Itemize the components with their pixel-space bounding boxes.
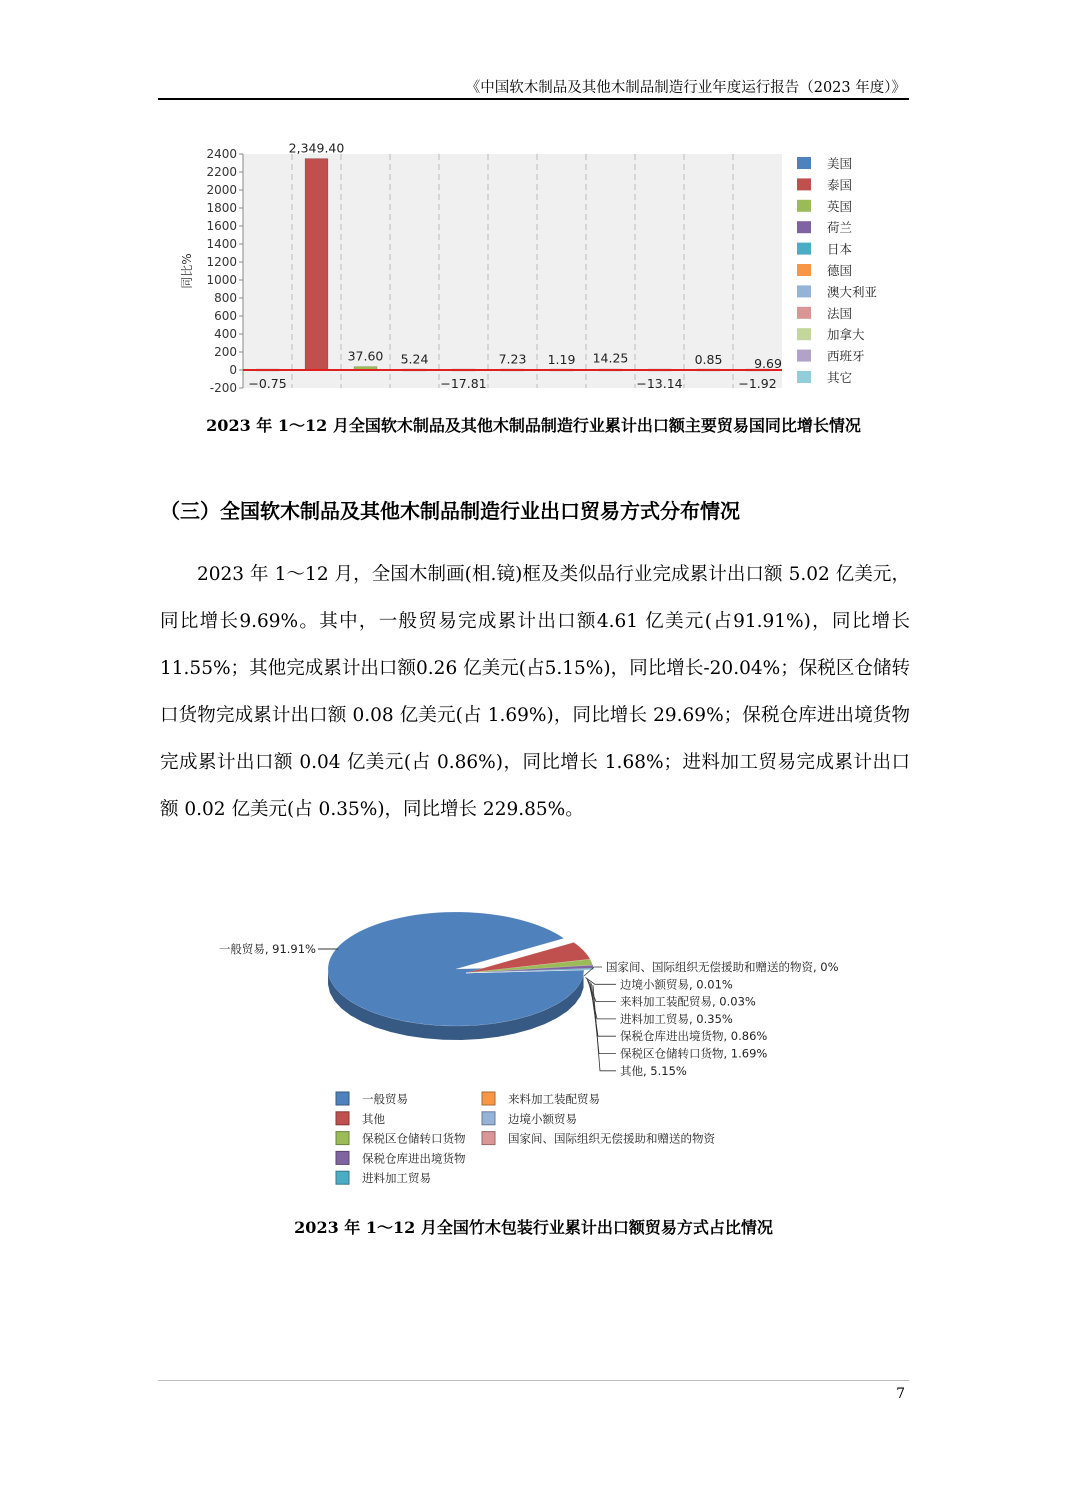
report-header-title: 《中国软木制品及其他木制品制造行业年度运行报告（2023 年度）》 <box>465 80 906 96</box>
bar-chart-caption: 2023 年 1～12 月全国软木制品及其他木制品制造行业累计出口额主要贸易国同比增长情况 <box>206 416 861 435</box>
y-tick-label: 2000 <box>206 183 237 197</box>
pie-slice-label: 来料加工装配贸易, 0.03% <box>620 994 756 1009</box>
legend-swatch <box>797 243 811 255</box>
pie-legend-swatch <box>482 1092 495 1105</box>
pie-legend-label: 保税仓库进出境货物 <box>362 1151 466 1166</box>
y-tick-label: 0 <box>229 363 237 377</box>
legend-swatch <box>797 200 811 212</box>
pie-slice-label: 国家间、国际组织无偿援助和赠送的物资, 0% <box>606 960 839 974</box>
pie-legend-swatch <box>336 1092 349 1105</box>
pie-slice-label: 进料加工贸易, 0.35% <box>620 1011 733 1026</box>
y-tick-label: 2400 <box>206 147 237 161</box>
bar-value-label: −0.75 <box>248 376 287 391</box>
y-tick-label: 1400 <box>206 237 237 251</box>
legend-swatch <box>797 178 811 190</box>
y-tick-label: 1600 <box>206 219 237 233</box>
legend-swatch <box>797 285 811 297</box>
pie-slice-label: 边境小额贸易, 0.01% <box>620 977 733 992</box>
y-tick-label: -200 <box>209 381 237 395</box>
bar-value-label: 0.85 <box>694 351 723 367</box>
bar-value-label: −1.92 <box>738 376 777 391</box>
legend-label: 法国 <box>827 305 853 321</box>
legend-label: 加拿大 <box>827 327 865 343</box>
pie-legend-label: 边境小额贸易 <box>508 1111 577 1126</box>
pie-legend-swatch <box>336 1132 349 1145</box>
legend-swatch <box>797 328 811 340</box>
pie-legend-label: 一般贸易 <box>362 1092 408 1106</box>
bar-value-label: 2,349.40 <box>288 140 345 156</box>
pie-legend-swatch <box>336 1171 349 1184</box>
legend-swatch <box>797 307 811 319</box>
legend-label: 德国 <box>827 263 853 278</box>
bar-value-label: 7.23 <box>498 351 527 367</box>
page-number: 7 <box>896 1386 905 1402</box>
y-tick-label: 600 <box>214 309 237 323</box>
y-tick-label: 800 <box>214 291 237 305</box>
pie-chart-caption: 2023 年 1～12 月全国竹木包装行业累计出口额贸易方式占比情况 <box>294 1218 773 1237</box>
section-title: （三）全国软木制品及其他木制品制造行业出口贸易方式分布情况 <box>160 499 740 523</box>
legend-swatch <box>797 157 811 169</box>
pie-legend-label: 来料加工装配贸易 <box>508 1092 600 1106</box>
legend-swatch <box>797 350 811 362</box>
legend-label: 西班牙 <box>827 348 865 364</box>
bar <box>305 159 328 370</box>
footer-rule <box>158 1380 909 1381</box>
pie-slice-label: 一般贸易, 91.91% <box>218 942 316 956</box>
legend-label: 英国 <box>827 198 853 214</box>
legend-label: 荷兰 <box>827 220 853 236</box>
y-axis-label: 同比% <box>180 253 194 289</box>
pie-slice-label: 保税区仓储转口货物, 1.69% <box>620 1046 768 1061</box>
pie-legend-label: 保税区仓储转口货物 <box>362 1131 466 1146</box>
y-tick-label: 1000 <box>206 273 237 287</box>
pie-legend-swatch <box>336 1151 349 1164</box>
legend-label: 其它 <box>827 370 853 385</box>
pie-leader-line <box>593 985 616 1071</box>
legend-swatch <box>797 264 811 276</box>
y-tick-label: 200 <box>214 345 237 359</box>
legend-label: 泰国 <box>827 177 853 193</box>
legend-swatch <box>797 221 811 233</box>
y-tick-label: 2200 <box>206 165 237 179</box>
pie-legend-label: 进料加工贸易 <box>362 1171 431 1186</box>
pie-chart <box>0 900 1067 1200</box>
y-tick-label: 1200 <box>206 255 237 269</box>
bar-extra-label: 9.69 <box>754 356 782 371</box>
y-tick-label: 400 <box>214 327 237 341</box>
bar-value-label: 37.60 <box>347 348 384 364</box>
bar-value-label: −17.81 <box>440 376 487 391</box>
pie-legend-label: 国家间、国际组织无偿援助和赠送的物资 <box>508 1131 715 1146</box>
section-body <box>160 551 910 833</box>
legend-label: 美国 <box>827 156 853 171</box>
pie-slice-label: 其他, 5.15% <box>620 1063 687 1078</box>
legend-label: 澳大利亚 <box>827 284 878 300</box>
legend-label: 日本 <box>827 241 853 257</box>
bar-value-label: −13.14 <box>636 376 683 391</box>
section-paragraph: 2023 年 1～12 月，全国木制画(相.镜)框及类似品行业完成累计出口额 5.02 亿美元，同比增长9.69%。其中，一般贸易完成累计出口额4.61 亿美元(占91.91%)，同比增长11.55%；其他完成累计出口额0.26 亿美元(占5.15%)，同比增长-20.04%；保税区仓储转口货物完成累计出口额 0.08 亿美元(占 1.69%)，同比增长 29.69%；保税仓库进出境货物完成累计出口额 0.04 亿美元(占 0.86%)，同比增长 1.68%；进料加工贸易完成累计出口额 0.02 亿美元(占 0.35%)，同比增长 229.85%。 <box>160 564 910 820</box>
pie-slice-label: 保税仓库进出境货物, 0.86% <box>620 1029 768 1044</box>
pie-legend-swatch <box>336 1112 349 1125</box>
pie-legend-label: 其他 <box>362 1111 385 1126</box>
y-tick-label: 1800 <box>206 201 237 215</box>
bar-value-label: 5.24 <box>400 351 429 367</box>
bar-chart <box>0 0 1067 410</box>
bar-value-label: 1.19 <box>547 351 576 367</box>
legend-swatch <box>797 371 811 383</box>
pie-legend-swatch <box>482 1112 495 1125</box>
bar-value-label: 14.25 <box>592 350 629 366</box>
pie-legend-swatch <box>482 1132 495 1145</box>
